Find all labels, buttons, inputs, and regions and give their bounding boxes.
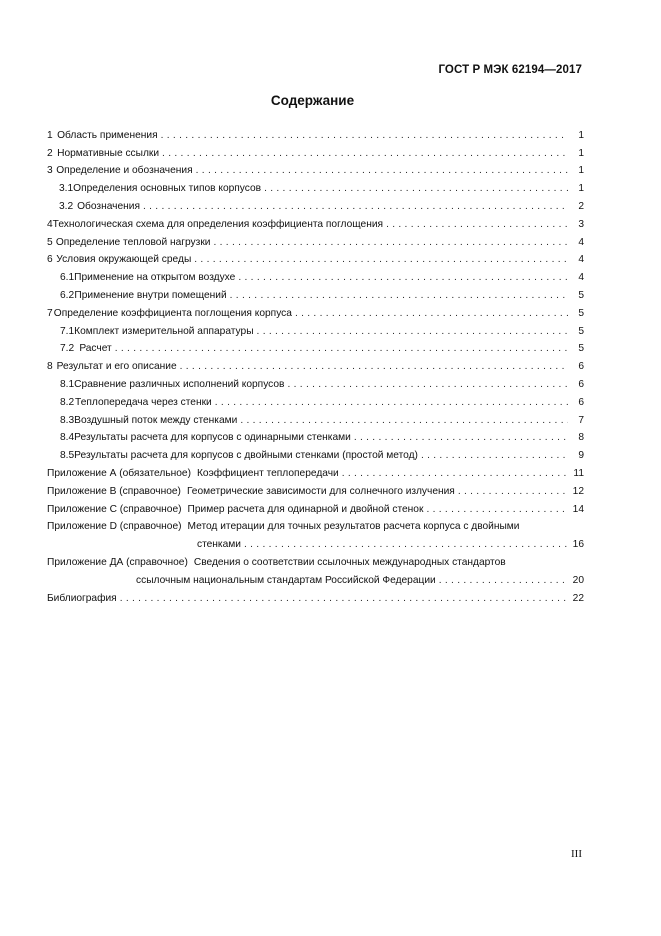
dot-leader bbox=[162, 148, 568, 160]
toc-entry[interactable] bbox=[47, 160, 584, 178]
toc-entry-number: 8.4 bbox=[60, 432, 75, 444]
toc-entry-number: 8 bbox=[47, 361, 53, 373]
toc-subentry[interactable] bbox=[47, 195, 584, 213]
appendix-title: Коэффициент теплопередачи bbox=[197, 467, 339, 479]
toc-entry-label: Воздушный поток между стенками bbox=[74, 414, 238, 426]
toc-entry-page: 8 bbox=[578, 432, 584, 444]
toc-bibliography-entry[interactable] bbox=[47, 587, 584, 605]
toc-appendix-continuation[interactable] bbox=[47, 569, 584, 587]
toc-entry-page: 6 bbox=[578, 396, 584, 408]
dot-leader bbox=[215, 397, 568, 409]
toc-appendix-continuation[interactable] bbox=[47, 533, 584, 551]
toc-entry-label: Нормативные ссылки bbox=[57, 147, 160, 159]
toc-entry-page: 6 bbox=[578, 361, 584, 373]
toc-entry-page: 1 bbox=[578, 129, 584, 141]
toc-entry-label: Условия окружающей среды bbox=[56, 254, 192, 266]
toc-entry-number: 7.1 bbox=[60, 325, 75, 337]
toc-entry-page: 5 bbox=[578, 289, 584, 301]
dot-leader bbox=[386, 219, 568, 231]
toc-entry-number: 1 bbox=[47, 129, 53, 141]
toc-entry-page: 7 bbox=[578, 414, 584, 426]
toc-entry-page: 3 bbox=[578, 218, 584, 230]
toc-subentry[interactable] bbox=[47, 338, 584, 356]
toc-title bbox=[0, 93, 661, 108]
toc-entry-label: Расчет bbox=[79, 343, 112, 355]
toc-entry-label: Определение и обозначения bbox=[56, 165, 193, 177]
toc-entry-label: Результаты расчета для корпусов с одинарными стенками bbox=[74, 432, 351, 444]
appendix-prefix: Приложение ДА (справочное) bbox=[47, 556, 188, 568]
toc-entry[interactable] bbox=[47, 355, 584, 373]
toc-entry-page: 6 bbox=[578, 378, 584, 390]
toc-appendix-entry[interactable] bbox=[47, 480, 584, 498]
appendix-title-continued: ссылочным национальным стандартам Российской Федерации bbox=[136, 574, 436, 586]
toc-entry-label: Определение коэффициента поглощения корпуса bbox=[53, 307, 292, 319]
toc-entry-label: Применение на открытом воздухе bbox=[74, 272, 236, 284]
toc-subentry[interactable] bbox=[47, 177, 584, 195]
toc-subentry[interactable] bbox=[47, 444, 584, 462]
document-header: ГОСТ Р МЭК 62194—2017 bbox=[438, 64, 582, 76]
toc-subentry[interactable] bbox=[47, 320, 584, 338]
toc-entry-page: 22 bbox=[572, 592, 584, 604]
toc-entry-label: Определение тепловой нагрузки bbox=[55, 236, 211, 248]
toc-entry-page: 1 bbox=[578, 147, 584, 159]
appendix-title: Геометрические зависимости для солнечного излучения bbox=[186, 485, 455, 497]
dot-leader bbox=[354, 432, 568, 444]
toc-entry-label: Область применения bbox=[57, 129, 158, 141]
toc-entry-label: Результаты расчета для корпусов с двойными стенками (простой метод) bbox=[74, 450, 418, 462]
toc-entry-label: Технологическая схема для определения коэффициента поглощения bbox=[52, 218, 384, 230]
toc-entry-number: 8.5 bbox=[60, 450, 75, 462]
appendix-prefix: Приложение В (справочное) bbox=[47, 485, 181, 497]
toc-entry[interactable] bbox=[47, 231, 584, 249]
dot-leader bbox=[421, 450, 568, 462]
dot-leader bbox=[213, 237, 568, 249]
toc-entry-page: 1 bbox=[578, 183, 584, 195]
dot-leader bbox=[439, 575, 568, 587]
toc-appendix-entry[interactable] bbox=[47, 498, 584, 516]
dot-leader bbox=[161, 130, 568, 142]
appendix-title: Сведения о соответствии ссылочных международных стандартов bbox=[193, 556, 506, 568]
appendix-title: Пример расчета для одинарной и двойной стенок bbox=[187, 503, 424, 515]
toc-entry-number: 5 bbox=[47, 236, 53, 248]
toc-entry-number: 6.2 bbox=[60, 289, 75, 301]
toc-entry-label: Обозначения bbox=[77, 200, 140, 212]
toc-entry-page: 5 bbox=[578, 325, 584, 337]
dot-leader bbox=[143, 201, 568, 213]
toc-entry-label: Теплопередача через стенки bbox=[75, 396, 212, 408]
dot-leader bbox=[295, 308, 568, 320]
toc-entry-number: 8.3 bbox=[60, 414, 75, 426]
toc-entry-label: Применение внутри помещений bbox=[74, 289, 227, 301]
toc-entry-label: Определения основных типов корпусов bbox=[73, 183, 262, 195]
appendix-title: Метод итерации для точных результатов расчета корпуса с двойными bbox=[187, 521, 520, 533]
toc-entry-page: 4 bbox=[578, 254, 584, 266]
toc-entry-page: 4 bbox=[578, 236, 584, 248]
toc-entry-number: 6 bbox=[47, 254, 53, 266]
toc-appendix-entry[interactable] bbox=[47, 551, 584, 569]
toc-subentry[interactable] bbox=[47, 409, 584, 427]
toc-entry-page: 9 bbox=[578, 450, 584, 462]
toc-subentry[interactable] bbox=[47, 373, 584, 391]
dot-leader bbox=[342, 468, 568, 480]
dot-leader bbox=[115, 343, 568, 355]
dot-leader bbox=[240, 415, 568, 427]
dot-leader bbox=[458, 486, 568, 498]
toc-entry-page: 20 bbox=[572, 574, 584, 586]
dot-leader bbox=[238, 272, 568, 284]
appendix-prefix: Приложение D (справочное) bbox=[47, 521, 182, 533]
dot-leader bbox=[287, 379, 568, 391]
toc-entry-page: 14 bbox=[572, 503, 584, 515]
toc-entry-label: Сравнение различных исполнений корпусов bbox=[74, 378, 285, 390]
bibliography-label: Библиография bbox=[47, 592, 117, 604]
toc-entry-number: 3.1 bbox=[59, 183, 74, 195]
dot-leader bbox=[426, 504, 568, 516]
toc-subentry[interactable] bbox=[47, 284, 584, 302]
toc-entry-page: 11 bbox=[573, 467, 584, 479]
appendix-prefix: Приложение С (справочное) bbox=[47, 503, 182, 515]
dot-leader bbox=[257, 326, 568, 338]
toc-entry-number: 7.2 bbox=[60, 343, 75, 355]
toc-entry[interactable] bbox=[47, 142, 584, 160]
toc-entry-page: 2 bbox=[578, 200, 584, 212]
toc-entry-label: Результат и его описание bbox=[56, 361, 177, 373]
appendix-title-continued: стенками bbox=[197, 539, 241, 551]
toc-entry[interactable] bbox=[47, 124, 584, 142]
toc-appendix-entry[interactable] bbox=[47, 516, 584, 534]
toc-entry-page: 16 bbox=[572, 539, 584, 551]
toc-entry-page: 1 bbox=[578, 165, 584, 177]
page-folio: III bbox=[571, 848, 582, 860]
toc-subentry[interactable] bbox=[47, 391, 584, 409]
toc-entry[interactable] bbox=[47, 249, 584, 267]
dot-leader bbox=[120, 593, 568, 605]
toc-entry-number: 4 bbox=[47, 218, 53, 230]
toc-subentry[interactable] bbox=[47, 266, 584, 284]
appendix-prefix: Приложение А (обязательное) bbox=[47, 467, 191, 479]
toc-appendix-entry[interactable] bbox=[47, 462, 584, 480]
toc-entry-number: 7 bbox=[47, 307, 53, 319]
toc-entry-page: 5 bbox=[578, 307, 584, 319]
dot-leader bbox=[180, 361, 568, 373]
toc-entry-label: Комплект измерительной аппаратуры bbox=[74, 325, 254, 337]
toc-entry-page: 5 bbox=[578, 343, 584, 355]
table-of-contents bbox=[47, 124, 584, 605]
toc-entry[interactable] bbox=[47, 213, 584, 231]
dot-leader bbox=[244, 539, 568, 551]
toc-entry-number: 8.1 bbox=[60, 378, 75, 390]
toc-subentry[interactable] bbox=[47, 427, 584, 445]
dot-leader bbox=[264, 183, 568, 195]
toc-entry[interactable] bbox=[47, 302, 584, 320]
dot-leader bbox=[196, 165, 568, 177]
toc-entry-number: 3.2 bbox=[59, 200, 74, 212]
toc-entry-number: 3 bbox=[47, 165, 53, 177]
toc-entry-number: 2 bbox=[47, 147, 53, 159]
toc-entry-number: 6.1 bbox=[60, 272, 75, 284]
toc-entry-page: 4 bbox=[578, 272, 584, 284]
toc-entry-page: 12 bbox=[572, 485, 584, 497]
toc-title-text: Содержание bbox=[270, 93, 355, 108]
dot-leader bbox=[230, 290, 568, 302]
toc-entry-number: 8.2 bbox=[60, 396, 75, 408]
dot-leader bbox=[194, 254, 568, 266]
